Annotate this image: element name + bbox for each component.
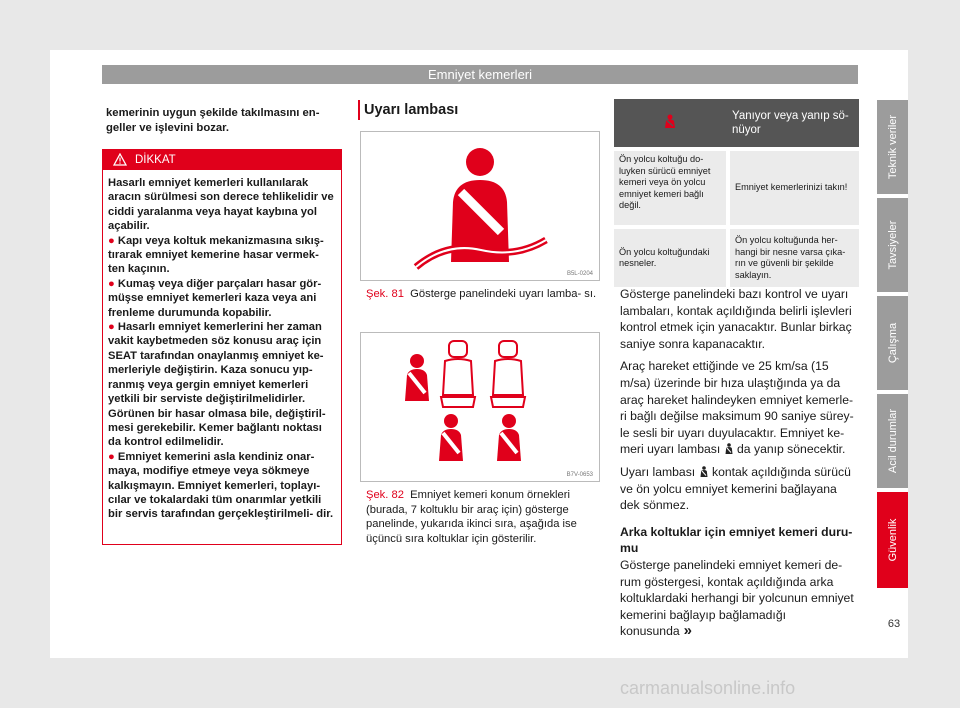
figure-81-caption (366, 287, 598, 302)
tab-label: Tavsiyeler (886, 220, 899, 270)
tab-calisma[interactable] (877, 296, 908, 390)
bullet-icon: ● (108, 234, 115, 247)
bullet-icon: ● (108, 321, 115, 334)
warning-header (103, 150, 341, 170)
warning-triangle-icon (113, 153, 127, 166)
paragraph: Gösterge panelindeki bazı kontrol ve uyarı lambaları, kontak açıldığında belirli işlevleri kontrol etmek için yanacaktır. Bunlar birkaç saniye sonra kapanacaktır. (620, 287, 852, 351)
table-cell-condition: Ön yolcu koltuğundaki nesneler. (614, 225, 726, 287)
tab-teknik-veriler[interactable] (877, 100, 908, 194)
warning-body (103, 170, 341, 522)
caption-text: Gösterge panelindeki uyarı lamba- sı. (410, 288, 597, 300)
paragraph-text: Gösterge panelindeki emniyet kemeri de- rum göstergesi, kontak açıldığında arka koltuklardaki herhangi bir yolcunun emniyet kemerini bağlayıp bağlamadığı konusunda (620, 557, 854, 639)
continue-arrow-icon: » (683, 622, 692, 640)
paragraph (620, 358, 858, 458)
seatbelt-inline-icon (724, 443, 734, 455)
tab-label: Acil durumlar (886, 408, 899, 474)
warning-bullet (108, 234, 337, 277)
warning-title: DİKKAT (135, 154, 176, 166)
tab-guvenlik[interactable] (877, 492, 908, 588)
tab-label: Güvenlik (886, 518, 899, 562)
tab-label: Çalışma (886, 322, 899, 364)
figure-label: Şek. 82 (366, 489, 404, 501)
seatbelt-warning-lamp-icon (361, 132, 599, 280)
seatbelt-inline-icon (699, 466, 709, 478)
paragraph-text: kontak açıldığında sürücü ve ön yolcu emniyet kemerini bağlayana dek sönmez. (620, 464, 851, 513)
figure-82-caption (366, 488, 598, 546)
table-header-icon-cell (614, 99, 726, 147)
table-cell-action: Emniyet kemerlerinizi takın! (726, 147, 859, 225)
caption-text: Emniyet kemeri konum örnekleri (burada, 7 koltuklu bir araç için) gösterge panelinde, yukarıda ikinci sıra, aşağıda ise üçüncü sıra koltuklar için gösterilir. (366, 489, 577, 545)
figure-code: B7V-0653 (566, 472, 593, 478)
paragraph-text: da yanıp sönecektir. (737, 442, 846, 457)
table-header-row (614, 99, 859, 147)
tab-label: Teknik veriler (886, 114, 899, 180)
seat-positions-icon (361, 333, 599, 481)
subsection-title: Arka koltuklar için emniyet kemeri duru- mu (620, 524, 853, 556)
warning-bullet (108, 277, 337, 320)
intro-text: kemerinin uygun şekilde takılmasını en- geller ve işlevini bozar. (106, 107, 320, 134)
page-number: 63 (887, 618, 901, 630)
page-header: Emniyet kemerleri (102, 65, 858, 84)
bullet-text: Emniyet kemerini asla kendiniz onar- maya, modifiye etmeye veya sökmeye kalkışmayın. Emniyet kemerleri, toplayı- cılar ve tokalardaki tüm onarımlar yetkili bir servis tarafından gerçekleştirilmeli- dir. (108, 450, 334, 521)
bullet-text: Kapı veya koltuk mekanizmasına sıkış- tırarak emniyet kemerine hasar vermek- ten kaçının. (108, 234, 324, 276)
warning-bullet (108, 320, 337, 450)
paragraph (620, 464, 858, 514)
figure-label: Şek. 81 (366, 288, 404, 300)
figure-82 (360, 332, 600, 482)
paragraph-text: Araç hareket ettiğinde ve 25 km/sa (15 m/sa) üzerinde bir hıza ulaştığında ya da araç hareket halindeyken emniyet kemerle- ri bağlı değilse maksimum 90 saniye sürey- le sesli bir uyarı duyulacaktır. Emniyet ke- meri uyarı lambası (620, 359, 854, 457)
warning-box (102, 149, 342, 545)
section-title: Uyarı lambası (358, 100, 601, 120)
table-cell-condition: Ön yolcu koltuğu do- luyken sürücü emniyet kemeri veya ön yolcu emniyet kemeri bağlı değil. (614, 147, 726, 225)
figure-81 (360, 131, 600, 281)
bullet-text: Hasarlı emniyet kemerlerini her zaman vakit kaybetmeden söz konusu araç için SEAT tarafından onaylanmış emniyet ke- merleriyle değiştirin. Kaza sonucu yıp- ranmış veya gergin emniyet kemerleri yetkili bir serviste değiştirilmelidirler. Görünen bir hasar olmasa bile, değiştiril- mesi gerekebilir. Kemer bağlantı noktası da kontrol edilmelidir. (108, 321, 326, 449)
tab-tavsiyeler[interactable] (877, 198, 908, 292)
warning-lead: Hasarlı emniyet kemerleri kullanılarak aracın sürülmesi son derece tehlikelidir ve ciddi yaralanma veya hayat kaybına yol açabilir. (108, 177, 334, 233)
bullet-icon: ● (108, 450, 115, 463)
column-1 (106, 106, 342, 135)
seatbelt-lamp-icon (662, 114, 678, 130)
table-header: Yanıyor veya yanıp sö- nüyor (726, 99, 859, 147)
watermark: carmanualsonline.info (620, 678, 796, 698)
warning-table (614, 99, 859, 287)
bullet-icon: ● (108, 277, 115, 290)
column-3 (614, 99, 858, 287)
paragraph (620, 557, 858, 640)
column-2 (358, 100, 601, 120)
figure-code: B5L-0204 (566, 271, 593, 277)
body-text (620, 286, 858, 646)
table-row (614, 147, 859, 225)
table-cell-action: Ön yolcu koltuğunda her- hangi bir nesne varsa çıka- rın ve güvenli bir şekilde saklayın. (726, 225, 859, 287)
paragraph-text: Uyarı lambası (620, 464, 696, 479)
warning-bullet (108, 450, 337, 522)
bullet-text: Kumaş veya diğer parçaları hasar gör- müşse emniyet kemerleri kaza veya ani frenleme durumunda kopabilir. (108, 277, 322, 319)
table-row (614, 225, 859, 287)
tab-acil-durumlar[interactable] (877, 394, 908, 488)
